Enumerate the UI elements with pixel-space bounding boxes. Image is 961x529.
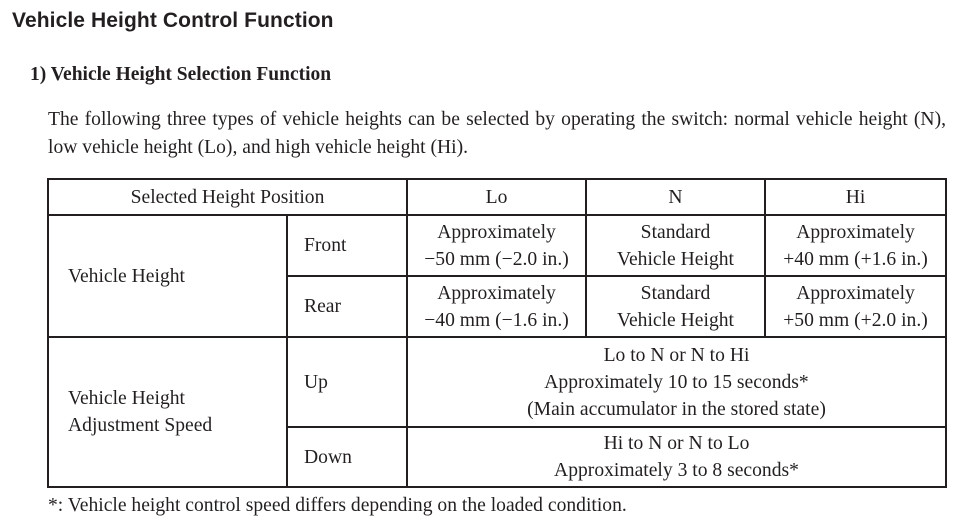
- cell-line: Standard: [640, 221, 711, 243]
- intro-paragraph: The following three types of vehicle heights can be selected by operating the switch: normal vehicle height (N), low vehicle height (Lo), and high vehicle height (Hi).: [48, 109, 946, 158]
- cell-line: −50 mm (−2.0 in.): [424, 248, 569, 270]
- cell-line: Approximately: [796, 282, 915, 304]
- front-label: Front: [287, 215, 407, 276]
- vehicle-height-table: [47, 178, 947, 488]
- table-header-row: [48, 179, 946, 215]
- cell-line: Approximately: [437, 221, 556, 243]
- rear-lo-cell: [407, 276, 586, 337]
- rear-hi-cell: [765, 276, 946, 337]
- header-lo: Lo: [407, 179, 586, 215]
- cell-line: +40 mm (+1.6 in.): [783, 248, 928, 270]
- cell-line: +50 mm (+2.0 in.): [783, 309, 928, 331]
- up-speed-cell: [407, 337, 946, 427]
- cell-line: Vehicle Height: [68, 388, 185, 409]
- front-n-cell: [586, 215, 765, 276]
- cell-line: Vehicle Height: [617, 248, 734, 270]
- section-heading: 1) Vehicle Height Selection Function: [30, 64, 332, 85]
- cell-line: Approximately: [796, 221, 915, 243]
- page-title: Vehicle Height Control Function: [12, 9, 334, 32]
- cell-line: Lo to N or N to Hi: [603, 344, 750, 366]
- front-hi-cell: [765, 215, 946, 276]
- adjustment-speed-label: [48, 337, 287, 487]
- cell-line: Adjustment Speed: [68, 415, 213, 436]
- cell-line: Hi to N or N to Lo: [603, 433, 750, 454]
- cell-line: Approximately: [437, 282, 556, 304]
- header-hi: Hi: [765, 179, 946, 215]
- cell-line: −40 mm (−1.6 in.): [424, 309, 569, 331]
- rear-n-cell: [586, 276, 765, 337]
- footnote: *: Vehicle height control speed differs depending on the loaded condition.: [48, 495, 627, 516]
- header-n: N: [586, 179, 765, 215]
- vehicle-height-label: Vehicle Height: [48, 215, 287, 337]
- cell-line: Approximately 3 to 8 seconds*: [554, 460, 799, 481]
- table-row: [48, 215, 946, 276]
- up-label: Up: [287, 337, 407, 427]
- cell-line: Vehicle Height: [617, 309, 734, 331]
- down-label: Down: [287, 427, 407, 487]
- cell-line: Approximately 10 to 15 seconds*: [544, 371, 809, 393]
- table-row: [48, 337, 946, 427]
- cell-line: (Main accumulator in the stored state): [527, 398, 826, 420]
- header-position: Selected Height Position: [48, 179, 407, 215]
- down-speed-cell: [407, 427, 946, 487]
- front-lo-cell: [407, 215, 586, 276]
- rear-label: Rear: [287, 276, 407, 337]
- cell-line: Standard: [640, 282, 711, 304]
